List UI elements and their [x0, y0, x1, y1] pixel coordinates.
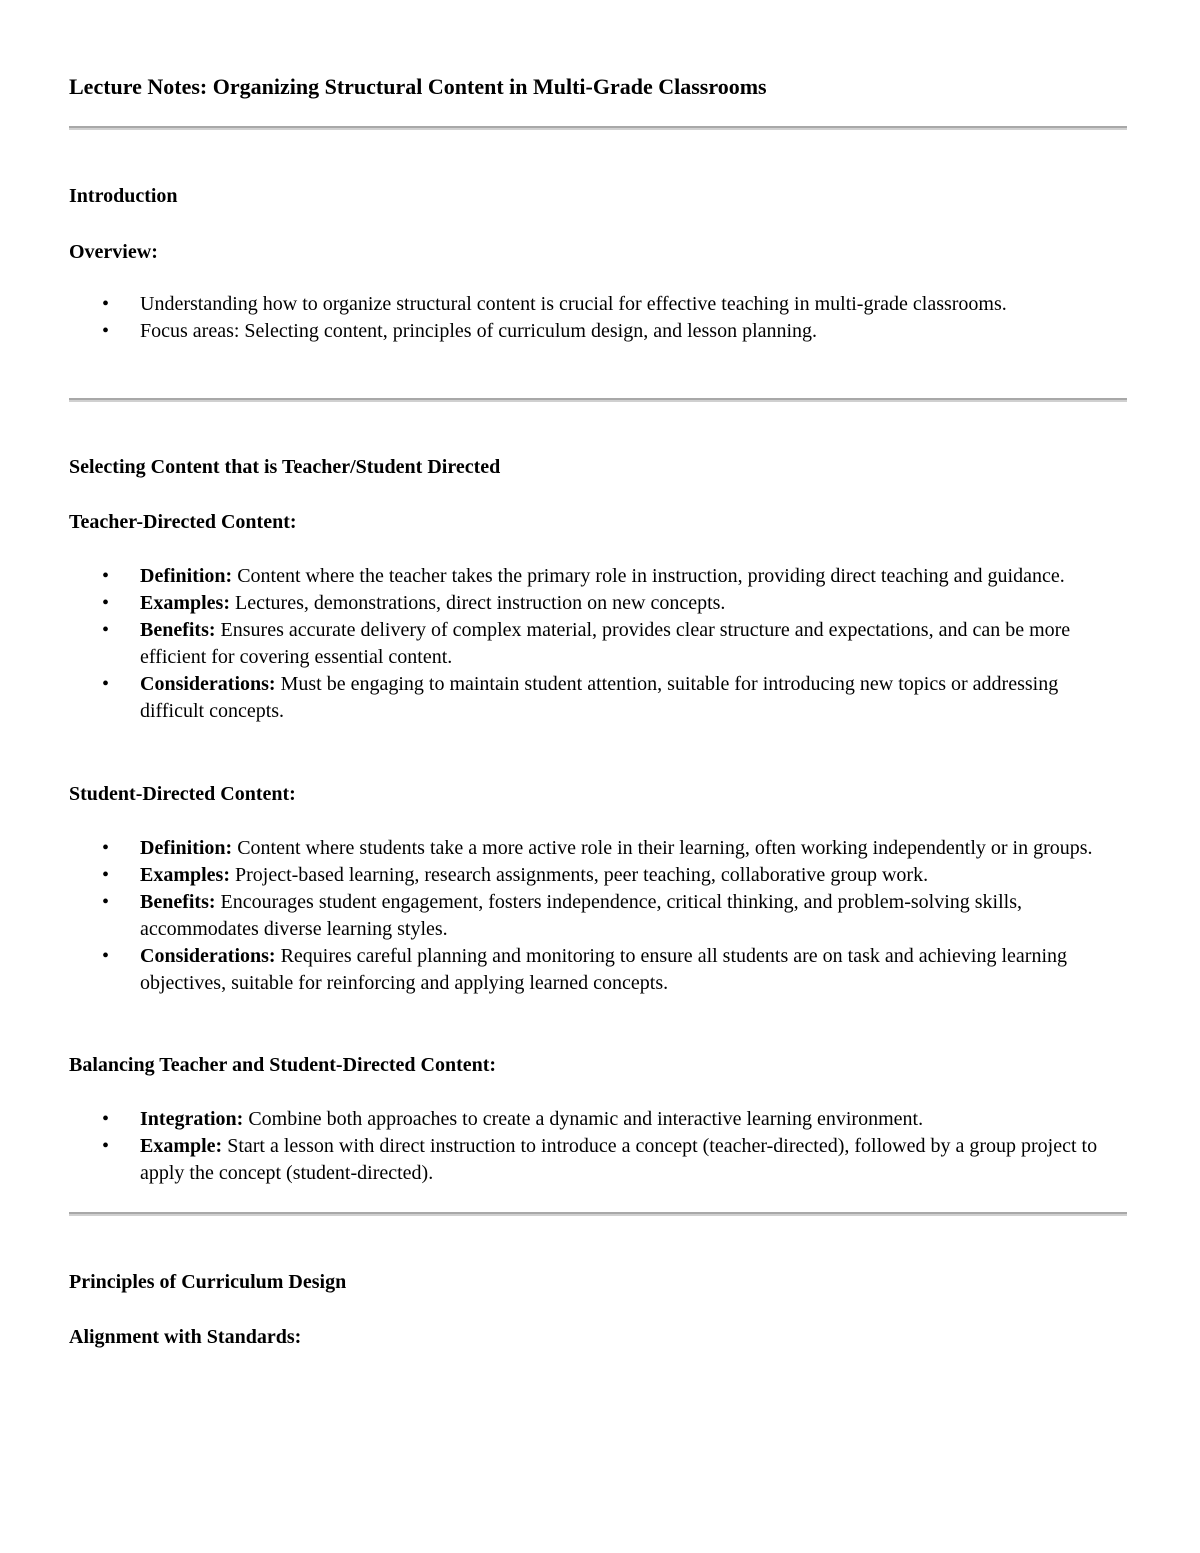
item-label: Considerations: [140, 673, 276, 695]
overview-list [69, 291, 1127, 345]
subheading-student-directed: Student-Directed Content: [69, 783, 296, 805]
section-heading-introduction: Introduction [69, 185, 178, 207]
item-label: Benefits: [140, 891, 216, 913]
item-text: Content where students take a more active role in their learning, often working independently or in groups. [232, 837, 1093, 859]
item-label: Examples: [140, 864, 230, 886]
item-label: Example: [140, 1135, 223, 1157]
section-heading-curriculum-design: Principles of Curriculum Design [69, 1271, 347, 1293]
item-label: Considerations: [140, 945, 276, 967]
item-text: Must be engaging to maintain student attention, suitable for introducing new topics or addressing difficult concepts. [140, 673, 1059, 722]
horizontal-rule [69, 126, 1127, 130]
bullet-icon: • [102, 673, 110, 695]
item-text: Combine both approaches to create a dynamic and interactive learning environment. [243, 1108, 924, 1130]
list-item [69, 617, 1125, 671]
bullet-icon: • [102, 1135, 110, 1157]
item-label: Definition: [140, 565, 233, 587]
list-item [69, 889, 1125, 943]
horizontal-rule [69, 398, 1127, 402]
bullet-icon: • [102, 864, 110, 886]
list-item [69, 291, 1125, 318]
item-text: Project-based learning, research assignments, peer teaching, collaborative group work. [230, 864, 929, 886]
horizontal-rule [69, 1212, 1127, 1216]
subheading-balancing: Balancing Teacher and Student-Directed Content: [69, 1054, 497, 1076]
item-text: Start a lesson with direct instruction to introduce a concept (teacher-directed), followed by a group project to apply the concept (student-directed). [140, 1135, 1098, 1184]
item-text: Content where the teacher takes the primary role in instruction, providing direct teaching and guidance. [232, 565, 1065, 587]
subheading-alignment-with-standards: Alignment with Standards: [69, 1326, 302, 1348]
item-label: Definition: [140, 837, 233, 859]
student-directed-list [69, 835, 1127, 997]
list-item-text: Understanding how to organize structural content is crucial for effective teaching in multi-grade classrooms. [140, 293, 1007, 315]
bullet-icon: • [102, 837, 110, 859]
item-label: Benefits: [140, 619, 216, 641]
document-title: Lecture Notes: Organizing Structural Content in Multi-Grade Classrooms [69, 74, 767, 99]
list-item [69, 943, 1125, 997]
bullet-icon: • [102, 619, 110, 641]
list-item [69, 563, 1125, 590]
item-text: Encourages student engagement, fosters independence, critical thinking, and problem-solving skills, accommodates diverse learning styles. [140, 891, 1023, 940]
bullet-icon: • [102, 320, 110, 342]
bullet-icon: • [102, 1108, 110, 1130]
teacher-directed-list [69, 563, 1127, 725]
bullet-icon: • [102, 592, 110, 614]
list-item [69, 835, 1125, 862]
balancing-list [69, 1106, 1127, 1187]
section-heading-selecting-content: Selecting Content that is Teacher/Student Directed [69, 456, 501, 478]
item-text: Requires careful planning and monitoring to ensure all students are on task and achieving learning objectives, suitable for reinforcing and applying learned concepts. [140, 945, 1068, 994]
item-text: Lectures, demonstrations, direct instruction on new concepts. [230, 592, 726, 614]
bullet-icon: • [102, 293, 110, 315]
bullet-icon: • [102, 891, 110, 913]
bullet-icon: • [102, 945, 110, 967]
list-item [69, 1106, 1125, 1133]
list-item [69, 671, 1125, 725]
list-item [69, 862, 1125, 889]
subheading-overview: Overview: [69, 241, 158, 263]
item-text: Ensures accurate delivery of complex material, provides clear structure and expectations, and can be more efficient for covering essential content. [140, 619, 1071, 668]
item-label: Examples: [140, 592, 230, 614]
list-item [69, 590, 1125, 617]
bullet-icon: • [102, 565, 110, 587]
item-label: Integration: [140, 1108, 244, 1130]
list-item-text: Focus areas: Selecting content, principles of curriculum design, and lesson planning. [140, 320, 818, 342]
subheading-teacher-directed: Teacher-Directed Content: [69, 511, 297, 533]
list-item [69, 1133, 1125, 1187]
list-item [69, 318, 1125, 345]
